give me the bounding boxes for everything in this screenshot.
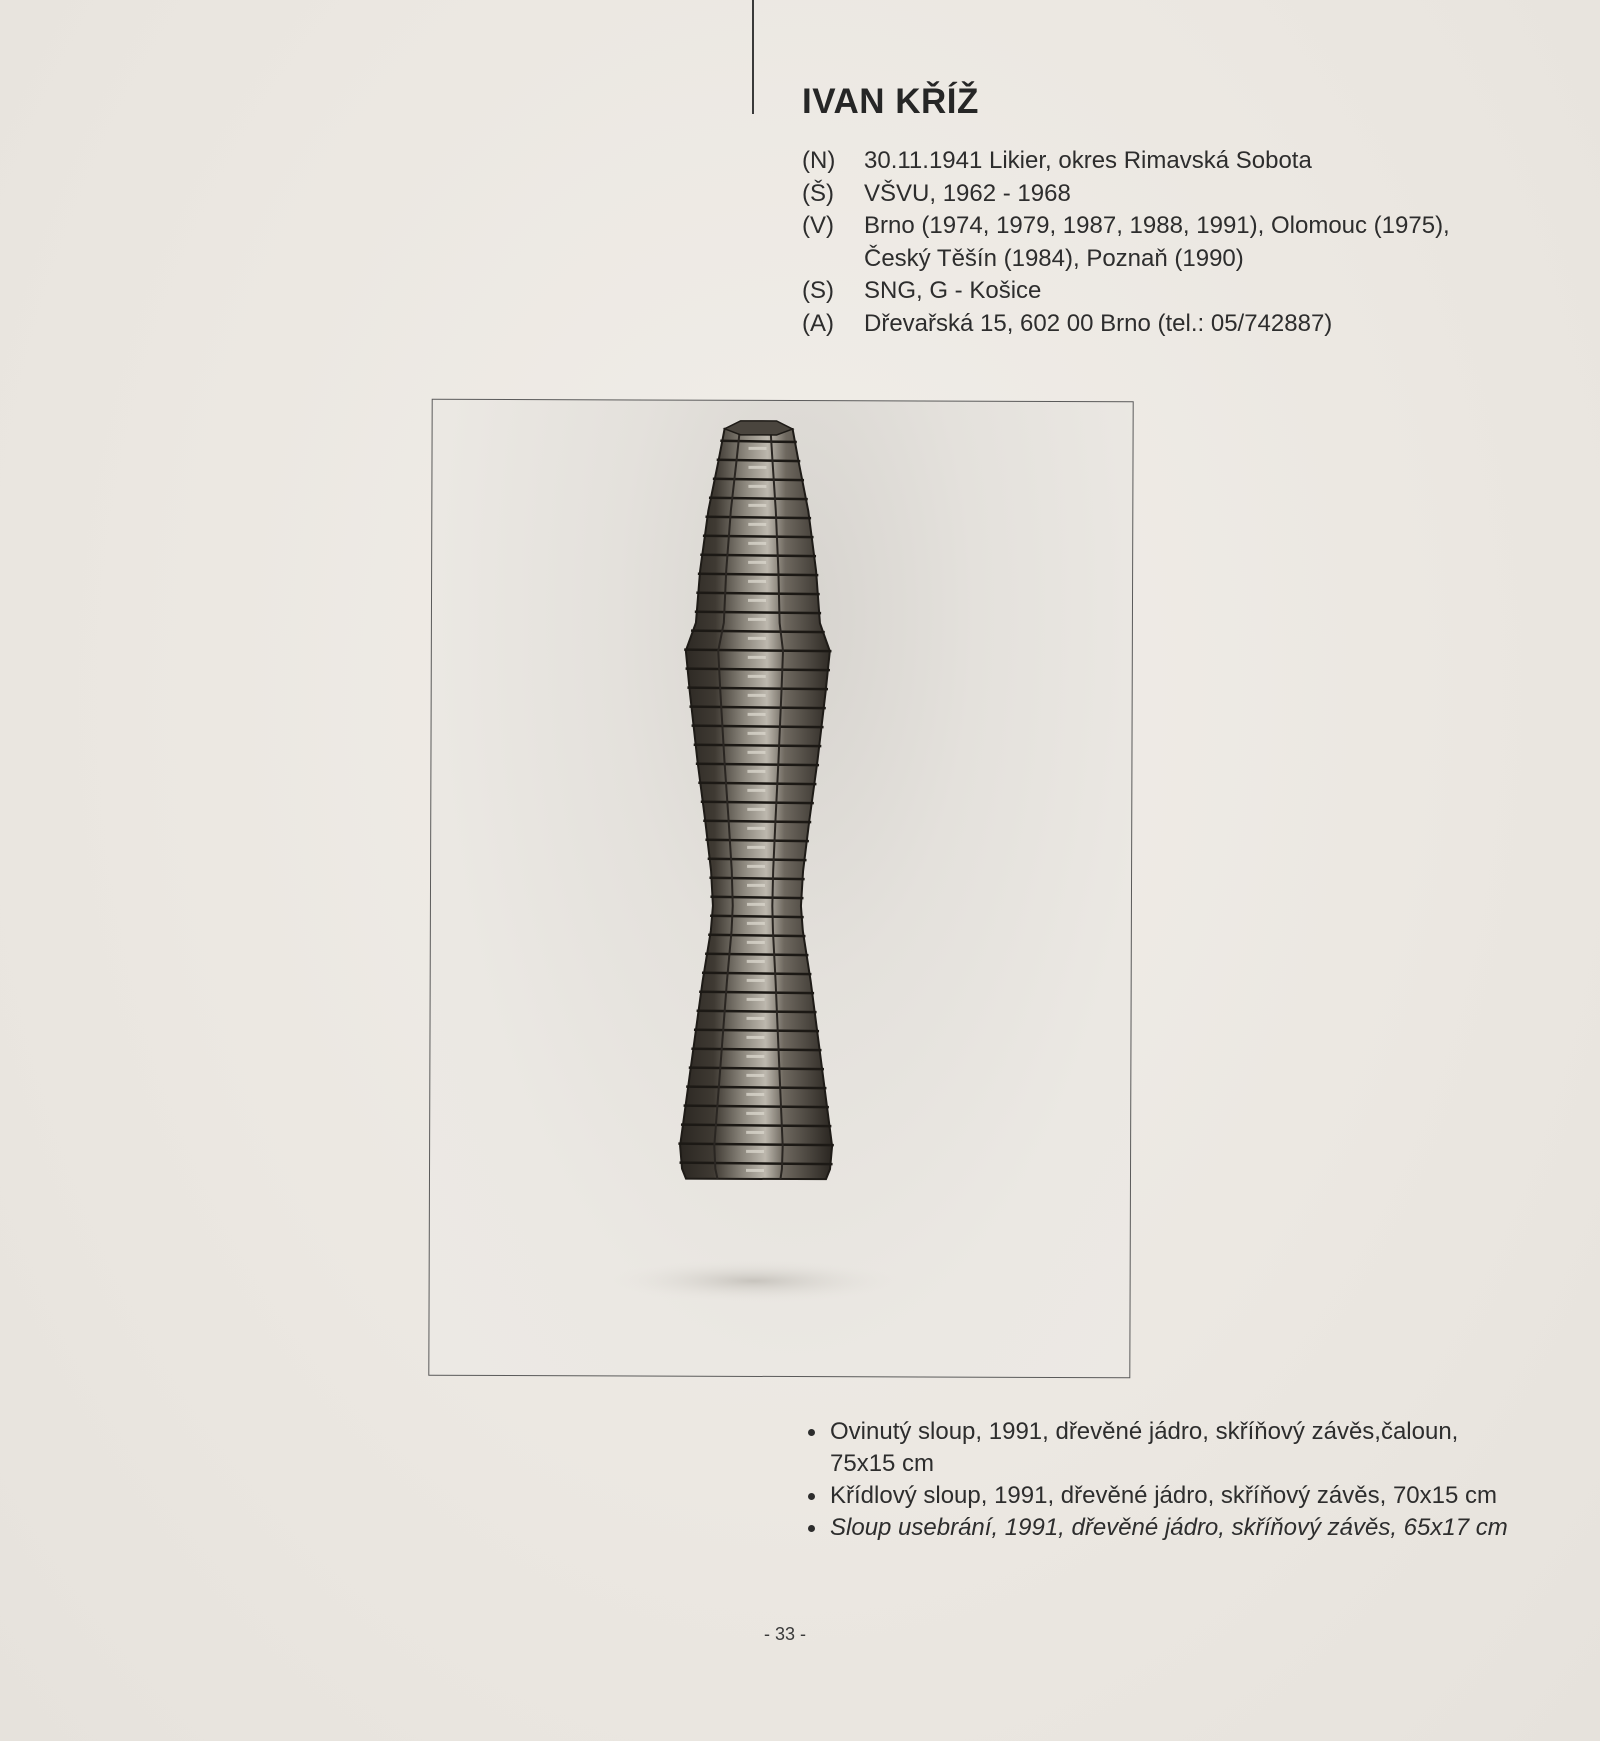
vertical-divider-line bbox=[752, 0, 754, 114]
bio-code: (N) bbox=[802, 147, 836, 174]
work-item: Křídlový sloup, 1991, dřevěné jádro, skříňový závěs, 70x15 cm bbox=[808, 1480, 1528, 1512]
bio-entry-exhibitions bbox=[802, 210, 1522, 275]
bio-text: SNG, G - Košice bbox=[864, 277, 1042, 304]
bio-text: 30.11.1941 Likier, okres Rimavská Sobota bbox=[864, 147, 1312, 174]
bio-text: Dřevařská 15, 602 00 Brno (tel.: 05/742887) bbox=[864, 309, 1333, 337]
bio-code: (V) bbox=[802, 212, 834, 239]
work-item: Ovinutý sloup, 1991, dřevěné jádro, skříňový závěs,čaloun, 75x15 cm bbox=[808, 1416, 1528, 1480]
works-list bbox=[808, 1416, 1528, 1544]
bio-code: (S) bbox=[802, 277, 834, 304]
bio-entry-birth bbox=[802, 145, 1522, 178]
artist-name: IVAN KŘÍŽ bbox=[802, 82, 979, 121]
bio-text: Brno (1974, 1979, 1987, 1988, 1991), Olomouc (1975), Český Těšín (1984), Poznaň (1990) bbox=[864, 212, 1450, 272]
bio-entry-collections bbox=[802, 275, 1522, 308]
page-number: - 33 - bbox=[763, 1624, 806, 1644]
column-sculpture-image bbox=[429, 400, 1132, 1377]
bio-entry-address bbox=[802, 308, 1522, 341]
sculpture-photo bbox=[428, 399, 1133, 1378]
bio-text: VŠVU, 1962 - 1968 bbox=[864, 179, 1071, 207]
work-item: Sloup usebrání, 1991, dřevěné jádro, skříňový závěs, 65x17 cm bbox=[808, 1512, 1528, 1544]
bio-entry-school bbox=[802, 178, 1522, 211]
artist-bio-list bbox=[802, 145, 1522, 340]
bio-code: (A) bbox=[802, 309, 834, 337]
bio-code: (Š) bbox=[802, 179, 834, 207]
